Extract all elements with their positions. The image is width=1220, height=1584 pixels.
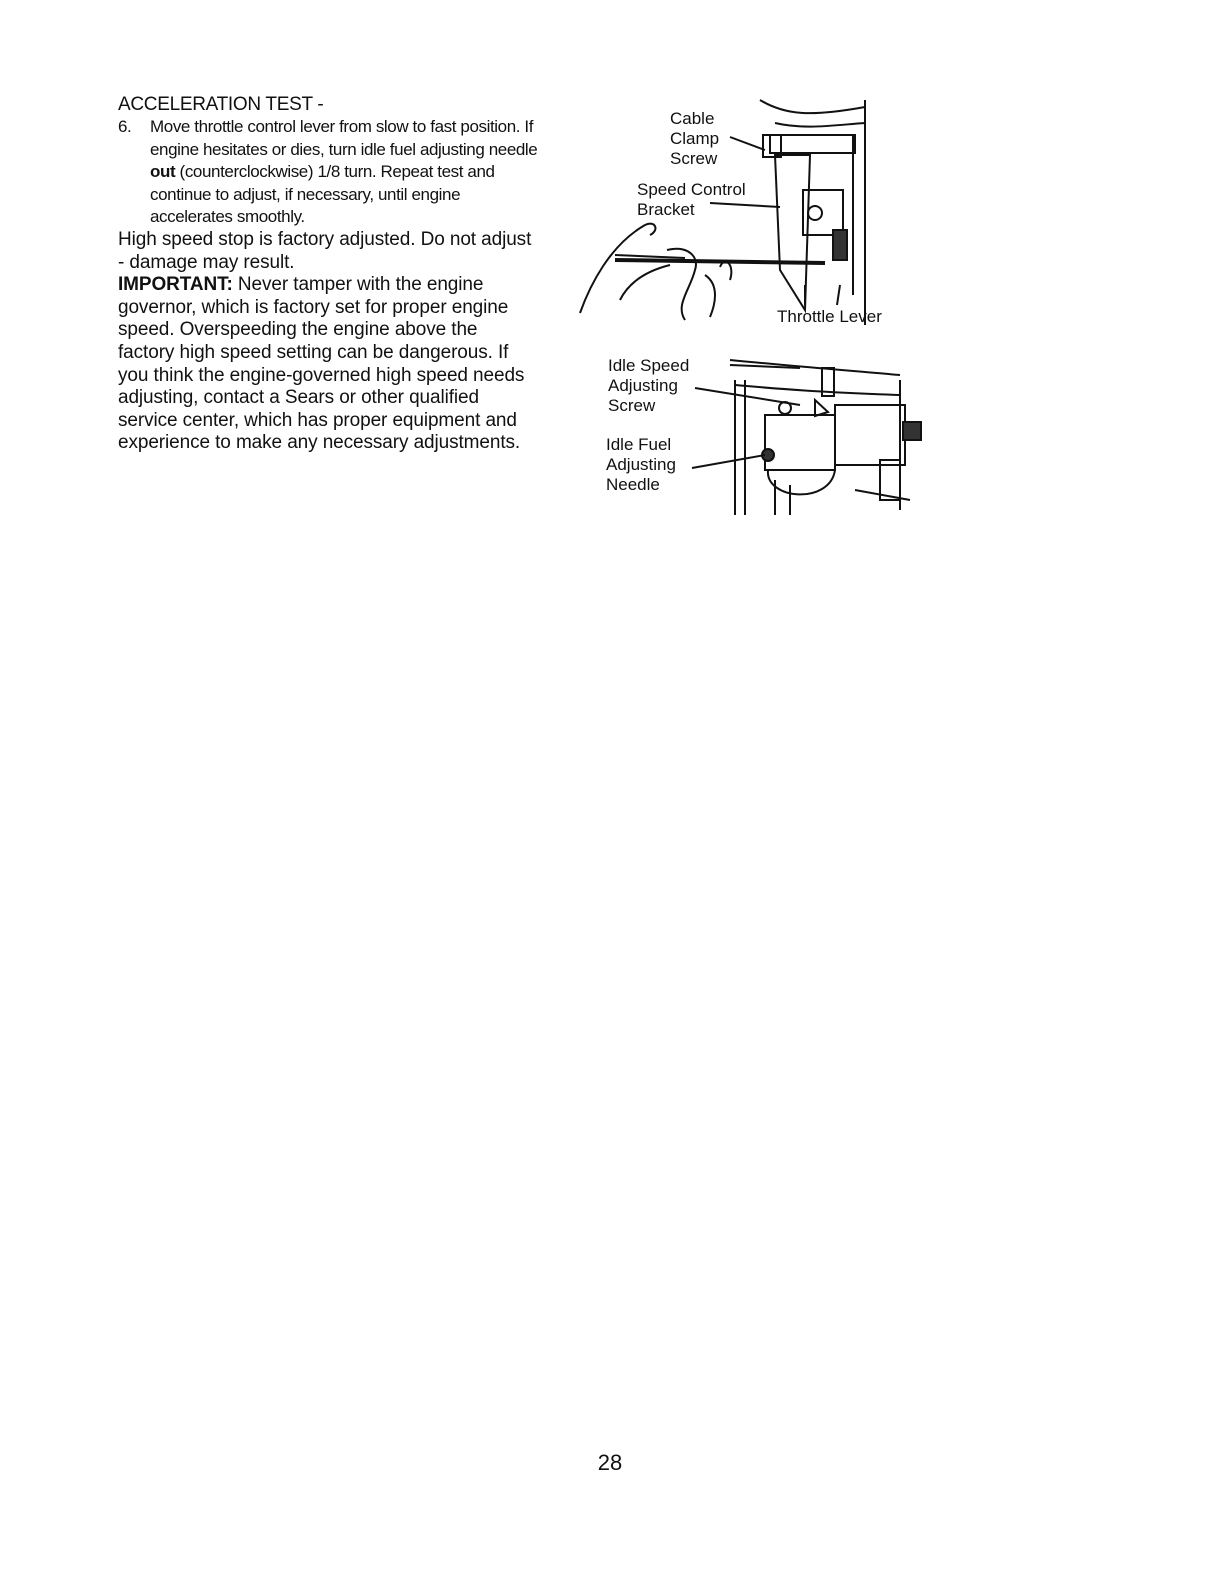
label-throttle-lever: Throttle Lever	[777, 307, 882, 326]
important-text: Never tamper with the engine governor, which is factory set for proper engine speed. Overspeeding the engine above the factory high speed setting can be dangerous. If you think the engine-governed high speed needs adjusting, contact a Sears or other qualified service center, which has proper equipment and experience to make any necessary adjustments.	[118, 274, 525, 454]
label-cable-clamp-screw: Cable Clamp Screw	[670, 109, 720, 168]
step-text	[150, 116, 538, 229]
step-6	[118, 116, 538, 229]
label-speed-control-bracket: Speed Control Bracket	[637, 180, 746, 219]
label-idle-speed-adjusting-screw: Idle Speed Adjusting Screw	[608, 356, 690, 415]
high-speed-note: High speed stop is factory adjusted. Do not adjust - damage may result.	[118, 228, 532, 273]
instructions-column	[118, 94, 538, 455]
throttle-figure	[575, 95, 915, 335]
section-heading: ACCELERATION TEST -	[118, 94, 324, 115]
important-note	[118, 274, 538, 455]
important-label: IMPORTANT:	[118, 274, 233, 296]
step-number: 6.	[118, 117, 132, 136]
label-idle-fuel-adjusting-needle: Idle Fuel Adjusting Needle	[606, 435, 676, 494]
step-bold-word: out	[150, 162, 176, 182]
step-text-part1: Move throttle control lever from slow to fast position. If engine hesitates or dies, turn idle fuel adjusting needle	[150, 117, 538, 159]
carburetor-figure	[600, 350, 925, 520]
page-number: 28	[597, 1450, 623, 1475]
step-text-part2: (counterclockwise) 1/8 turn. Repeat test and continue to adjust, if necessary, until engine accelerates smoothly.	[150, 162, 495, 227]
